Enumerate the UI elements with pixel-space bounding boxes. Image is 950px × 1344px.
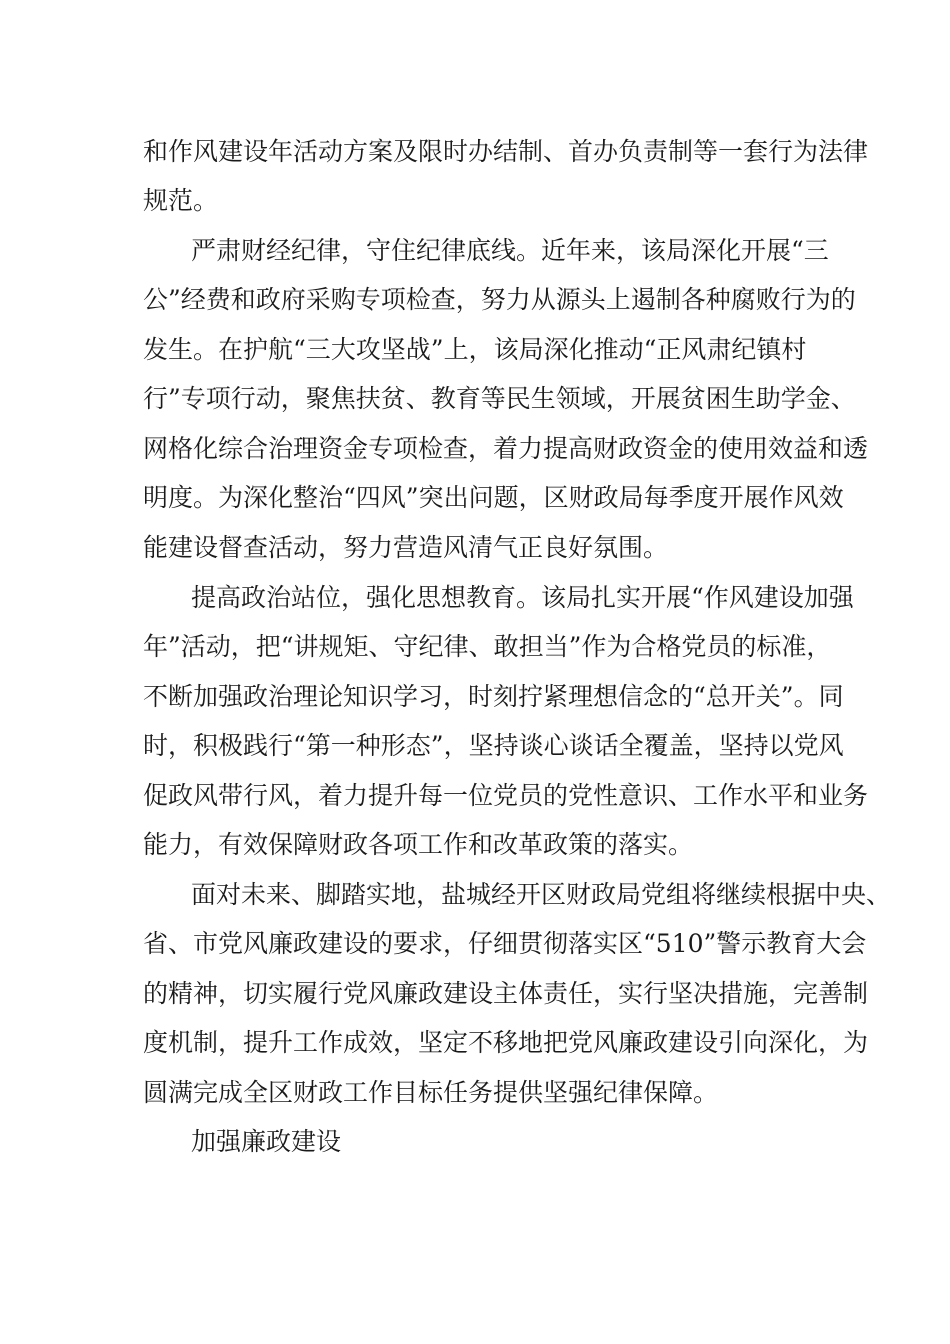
text-line: 度机制，提升工作成效，坚定不移地把党风廉政建设引向深化，为 (143, 1028, 869, 1057)
text-line: 和作风建设年活动方案及限时办结制、首办负责制等一套行为法律 (143, 137, 869, 166)
paragraph-first-line: 提高政治站位，强化思想教育。该局扎实开展“作风建设加强 (191, 583, 854, 612)
text-line: 的精神，切实履行党风廉政建设主体责任，实行坚决措施，完善制 (143, 979, 869, 1008)
text-line: 年”活动，把“讲规矩、守纪律、敢担当”作为合格党员的标准， (143, 632, 832, 661)
text-line: 省、市党风廉政建设的要求，仔细贯彻落实区“510”警示教育大会 (143, 929, 867, 958)
text-line: 发生。在护航“三大攻坚战”上，该局深化推动“正风肃纪镇村 (143, 335, 807, 364)
text-line: 促政风带行风，着力提升每一位党员的党性意识、工作水平和业务 (143, 781, 869, 810)
text-line: 圆满完成全区财政工作目标任务提供坚强纪律保障。 (143, 1078, 719, 1107)
text-line: 公”经费和政府采购专项检查，努力从源头上遏制各种腐败行为的 (143, 285, 856, 314)
paragraph-first-line: 严肃财经纪律，守住纪律底线。近年来，该局深化开展“三 (191, 236, 829, 265)
section-heading: 加强廉政建设 (191, 1127, 342, 1156)
text-line: 行”专项行动，聚焦扶贫、教育等民生领域，开展贫困生助学金、 (143, 384, 856, 413)
text-line: 规范。 (143, 186, 219, 215)
text-line: 明度。为深化整治“四风”突出问题，区财政局每季度开展作风效 (143, 483, 844, 512)
text-line: 能建设督查活动，努力营造风清气正良好氛围。 (143, 533, 669, 562)
text-line: 时，积极践行“第一种形态”，坚持谈心谈话全覆盖，坚持以党风 (143, 731, 844, 760)
paragraph-first-line: 面对未来、脚踏实地，盐城经开区财政局党组将继续根据中央、 (191, 880, 892, 909)
text-line: 网格化综合治理资金专项检查，着力提高财政资金的使用效益和透 (143, 434, 869, 463)
text-line: 能力，有效保障财政各项工作和改革政策的落实。 (143, 830, 694, 859)
text-line: 不断加强政治理论知识学习，时刻拧紧理想信念的“总开关”。同 (143, 682, 844, 711)
